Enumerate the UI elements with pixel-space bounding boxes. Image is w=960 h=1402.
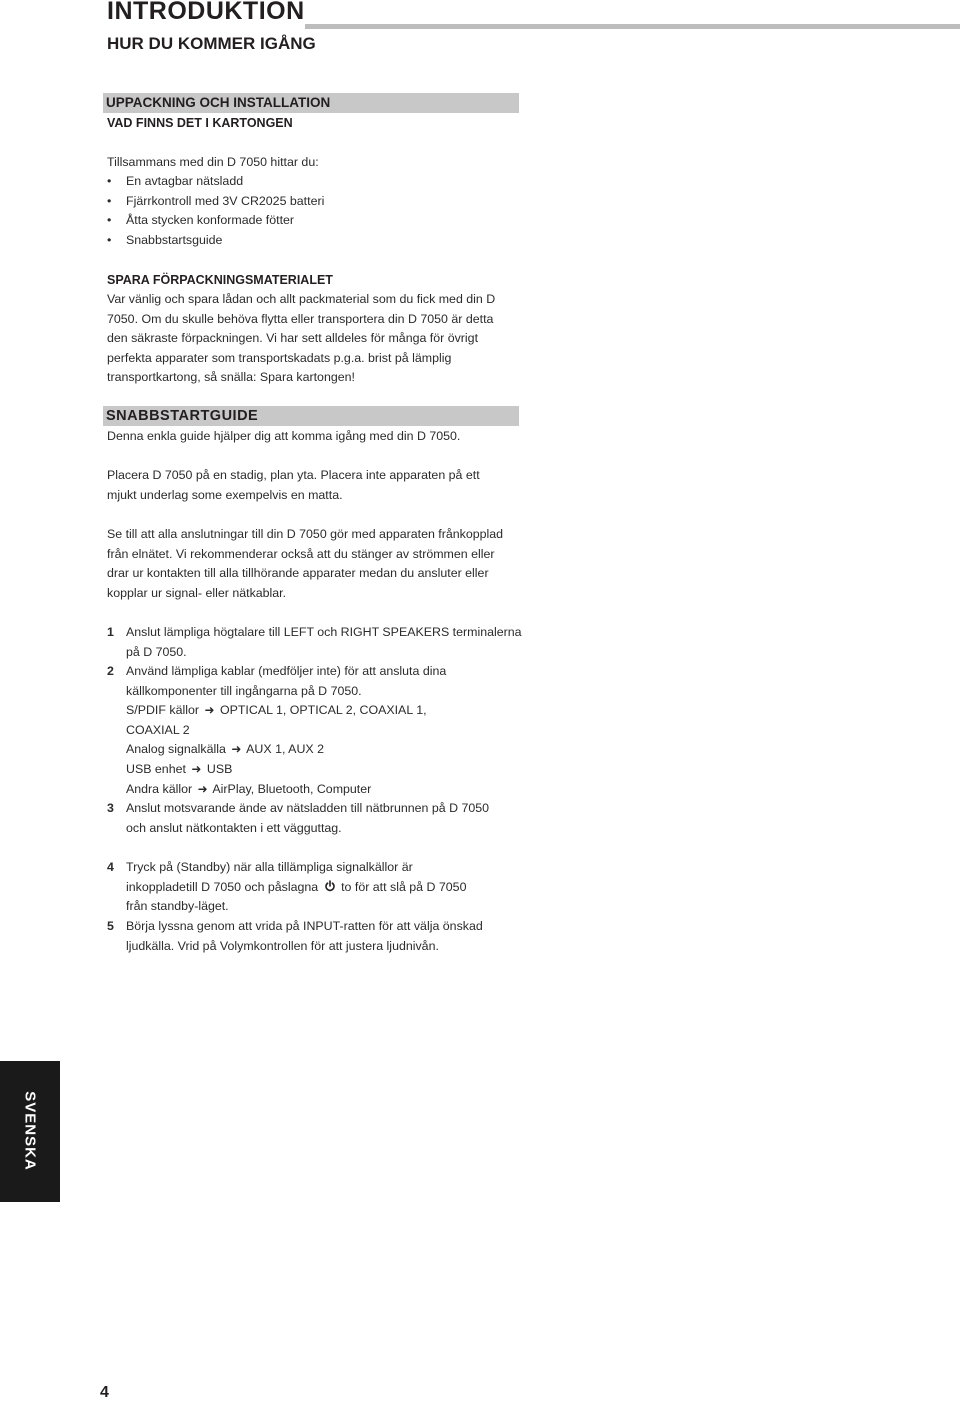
list-item	[107, 192, 324, 212]
page-number: 4	[100, 1384, 109, 1401]
step-text: Anslut lämpliga högtalare till LEFT och RIGHT SPEAKERS terminalerna på D 7050.	[126, 625, 522, 659]
quickstart-placement-text: Placera D 7050 på en stadig, plan yta. Placera inte apparaten på ett mjukt underlag some exempelvis en matta.	[107, 468, 480, 502]
step-2	[107, 662, 467, 799]
source-mapping-row	[126, 780, 467, 800]
step-text: Använd lämpliga kablar (medföljer inte) för att ansluta dina källkomponenter till ingångarna på D 7050.	[126, 664, 447, 698]
packaging-heading: SPARA FÖRPACKNINGSMATERIALET	[107, 273, 333, 287]
source-mapping-row	[126, 760, 467, 780]
page-subtitle: HUR DU KOMMER IGÅNG	[107, 34, 316, 53]
box-contents-intro: Tillsammans med din D 7050 hittar du:	[107, 155, 319, 169]
source-mapping-row	[126, 701, 467, 740]
language-tab-label: SVENSKA	[21, 1091, 39, 1171]
step-text: Börja lyssna genom att vrida på INPUT-ratten för att välja önskad ljudkälla. Vrid på Volymkontrollen för att justera ljudnivån.	[126, 919, 483, 953]
source-label: USB enhet	[126, 761, 186, 776]
source-label: Analog signalkälla	[126, 742, 226, 757]
step-4	[107, 858, 487, 917]
section-band-unpacking	[103, 93, 519, 113]
list-item-text: Snabbstartsguide	[126, 232, 223, 247]
list-item-text: En avtagbar nätsladd	[126, 174, 244, 188]
input-label: USB	[206, 761, 233, 776]
step-1	[107, 623, 527, 662]
list-item-text: Fjärrkontroll med 3V CR2025 batteri	[126, 193, 325, 208]
bullet-icon: •	[107, 232, 112, 247]
section-band-quickstart	[103, 406, 519, 426]
list-item-text: Åtta stycken konformade fötter	[126, 213, 295, 228]
step-number: 1	[107, 625, 114, 639]
bullet-icon: •	[107, 213, 112, 228]
step-text	[126, 858, 487, 917]
step-3	[107, 799, 512, 838]
chapter-title: INTRODUKTION	[107, 0, 305, 25]
list-item	[107, 172, 324, 192]
box-contents-list	[107, 172, 324, 250]
quickstart-intro: Denna enkla guide hjälper dig att komma igång med din D 7050.	[107, 429, 461, 443]
step-5	[107, 917, 487, 956]
chapter-rule	[305, 24, 960, 29]
input-label: AUX 1, AUX 2	[246, 742, 324, 757]
list-item	[107, 231, 324, 251]
step-number: 2	[107, 664, 114, 678]
bullet-icon: •	[107, 174, 112, 188]
input-label: AirPlay, Bluetooth, Computer	[212, 781, 372, 796]
input-label: OPTICAL 1, OPTICAL 2, COAXIAL 1, COAXIAL 2	[126, 703, 427, 737]
source-label: Andra källor	[126, 781, 193, 796]
step-number: 4	[107, 860, 114, 874]
source-label: S/PDIF källor	[126, 703, 199, 718]
box-contents-heading: VAD FINNS DET I KARTONGEN	[107, 116, 293, 130]
step-number: 3	[107, 801, 114, 815]
step-text: Anslut motsvarande ände av nätsladden till nätbrunnen på D 7050 och anslut nätkontakten i ett vägguttag.	[126, 801, 490, 835]
section-title-unpacking: UPPACKNING OCH INSTALLATION	[106, 95, 331, 110]
power-icon	[324, 880, 336, 892]
list-item	[107, 211, 324, 231]
step-text-part: Tryck på (Standby) när alla tillämpliga signalkällor är inkoppladetill D 7050 och påslagna	[126, 860, 413, 894]
language-tab	[0, 1061, 60, 1202]
section-title-quickstart: SNABBSTARTGUIDE	[106, 408, 259, 424]
quickstart-connection-text: Se till att alla anslutningar till din D 7050 gör med apparaten frånkopplad från elnätet. Vi rekommenderar också att du stänger av strömmen eller drar ur kontakten till alla tillhörande apparater medan du ansluter eller kopplar ur signal- eller nätkablar.	[107, 527, 504, 600]
arrow-right-icon: ➜	[191, 761, 202, 776]
step-number: 5	[107, 919, 114, 933]
arrow-right-icon: ➜	[231, 742, 242, 757]
bullet-icon: •	[107, 193, 112, 208]
source-mapping-row	[126, 740, 467, 760]
packaging-text: Var vänlig och spara lådan och allt packmaterial som du fick med din D 7050. Om du skulle behöva flytta eller transportera din D 7050 är detta den säkraste förpackningen. Vi har sett alldeles för många för övrigt perfekta apparater som transportskadats p.g.a. brist på lämplig transportkartong, så snälla: Spara kartongen!	[107, 292, 496, 385]
arrow-right-icon: ➜	[204, 703, 215, 718]
step-text-part: to för att slå på D 7050 från standby-läget.	[126, 879, 467, 914]
arrow-right-icon: ➜	[197, 781, 208, 796]
